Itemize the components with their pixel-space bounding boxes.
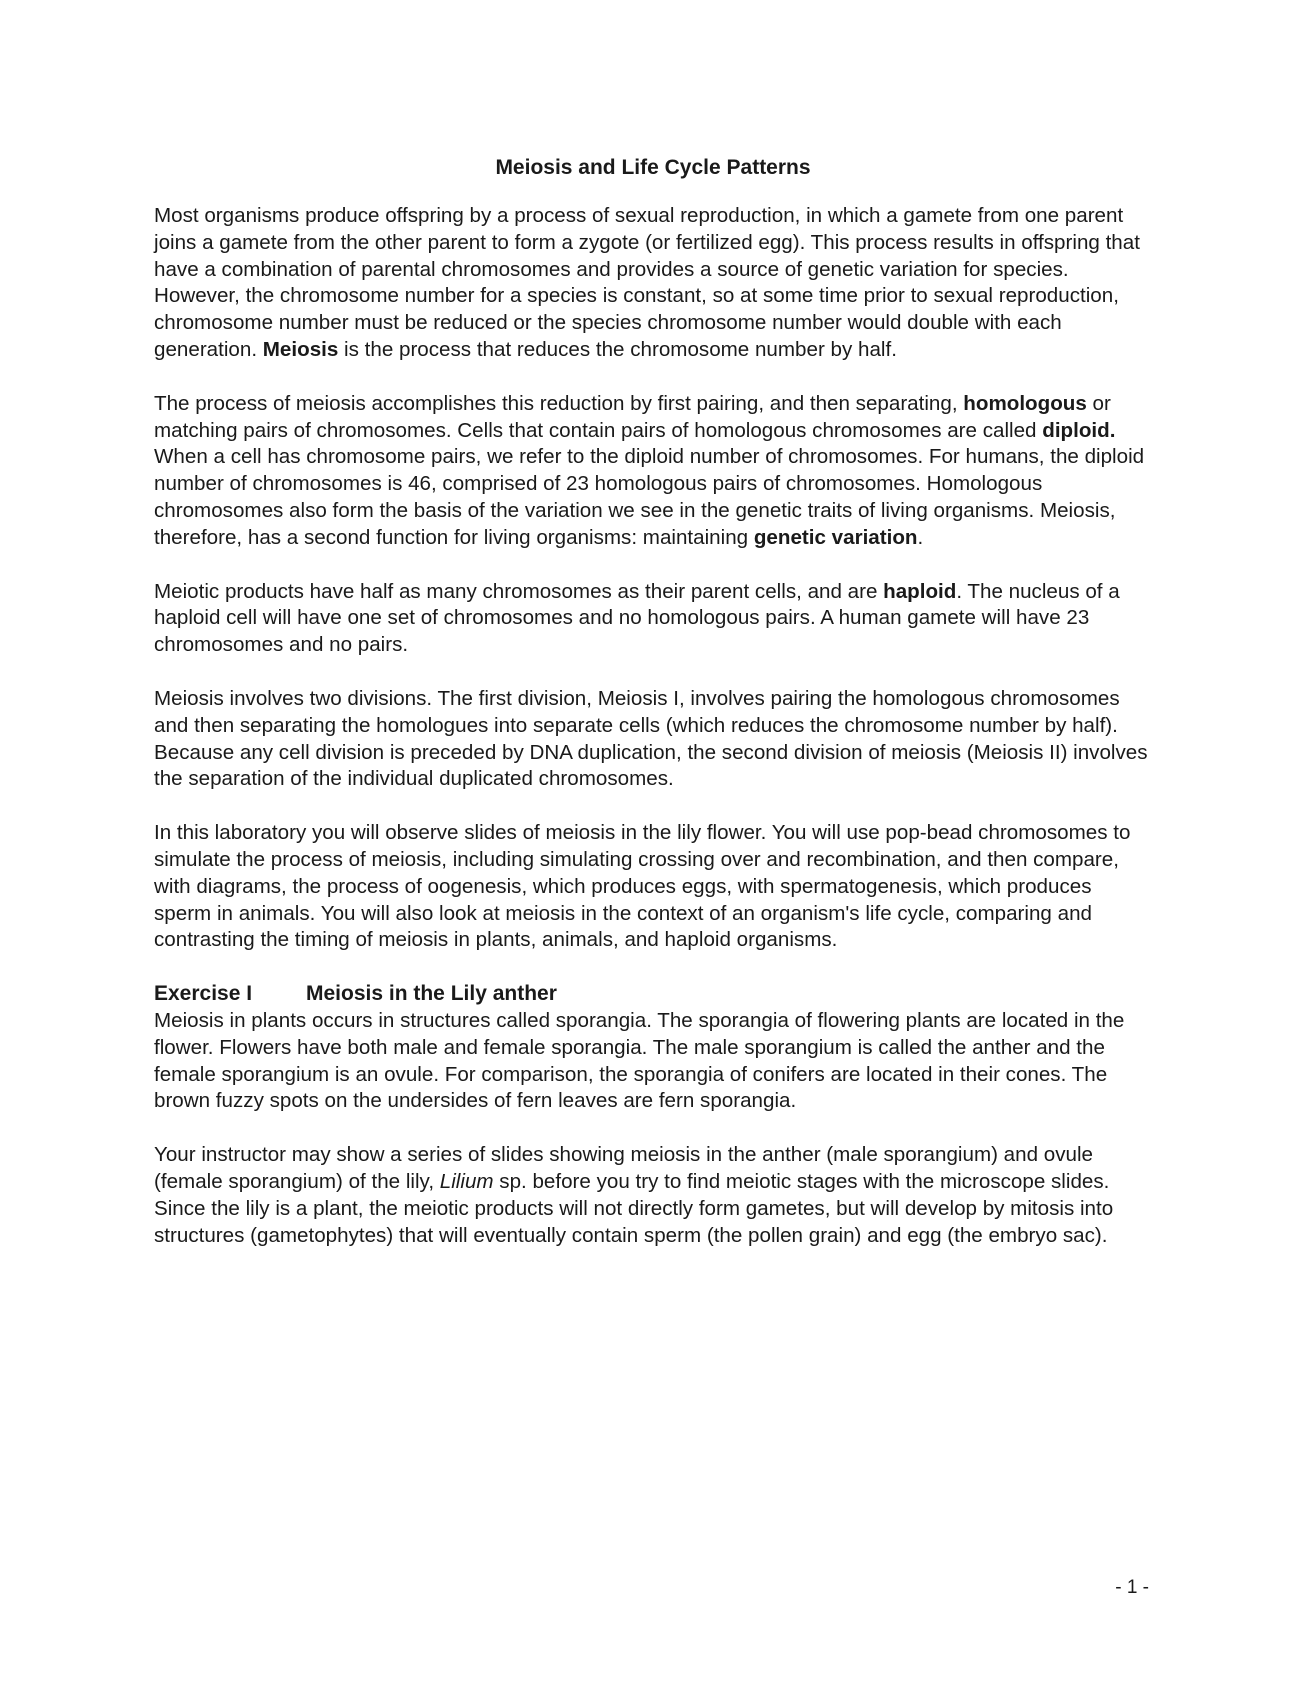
paragraph-intro	[154, 203, 1154, 364]
term-homologous: homologous	[963, 391, 1087, 415]
text-run: sp. before you try to find meiotic stages with the microscope slides. Since the lily is a plant, the meiotic products will not directly form gametes, but will develop by mitosis into structures (gametophytes) that will eventually contain sperm (the pollen grain) and egg (the embryo sac).	[154, 1169, 1114, 1247]
text-run: Your instructor may show a series of slides showing meiosis in the anther (male sporangium) and ovule (female sporangium) of the lily,	[154, 1143, 1093, 1193]
page-number: - 1 -	[1115, 1577, 1149, 1598]
document-body	[154, 203, 1154, 1249]
term-haploid: haploid	[883, 579, 957, 603]
text-run: Meiotic products have half as many chromosomes as their parent cells, and are	[154, 579, 884, 603]
exercise-number: Exercise I	[154, 982, 253, 1006]
term-meiosis: Meiosis	[262, 337, 339, 361]
page-title: Meiosis and Life Cycle Patterns	[495, 156, 811, 179]
paragraph-laboratory: In this laboratory you will observe slides of meiosis in the lily flower. You will use pop-bead chromosomes to simulate the process of meiosis, including simulating crossing over and recombination, and then compare, with diagrams, the process of oogenesis, which produces eggs, with spermatogenesis, which produces sperm in animals. You will also look at meiosis in the context of an organism's life cycle, comparing and contrasting the timing of meiosis in plants, animals, and haploid organisms.	[154, 821, 1131, 952]
term-lilium: Lilium	[439, 1169, 494, 1193]
paragraph-two-divisions: Meiosis involves two divisions. The first division, Meiosis I, involves pairing the homologous chromosomes and then separating the homologues into separate cells (which reduces the chromosome number by half). Because any cell division is preceded by DNA duplication, the second division of meiosis (Meiosis II) involves the separation of the individual duplicated chromosomes.	[154, 686, 1148, 791]
paragraph-lily-slides	[154, 1142, 1154, 1249]
paragraph-sporangia: Meiosis in plants occurs in structures called sporangia. The sporangia of flowering plants are located in the flower. Flowers have both male and female sporangia. The male sporangium is called the anther and the female sporangium is an ovule. For comparison, the sporangia of conifers are located in their cones. The brown fuzzy spots on the undersides of fern leaves are fern sporangia.	[154, 1008, 1125, 1113]
text-run: When a cell has chromosome pairs, we refer to the diploid number of chromosomes. For humans, the diploid number of chromosomes is 46, comprised of 23 homologous pairs of chromosomes. Homologous chromosomes also form the basis of the variation we see in the genetic traits of living organisms. Meiosis, therefore, has a second function for living organisms: maintaining	[154, 445, 1145, 549]
term-genetic-variation: genetic variation	[753, 525, 918, 549]
text-run: or matching pairs of chromosomes. Cells that contain pairs of homologous chromosomes are called	[154, 391, 1111, 442]
paragraph-haploid	[154, 579, 1154, 659]
text-run: . The nucleus of a haploid cell will have one set of chromosomes and no homologous pairs. A human gamete will have 23 chromosomes and no pairs.	[154, 579, 1120, 657]
text-run: .	[917, 525, 924, 549]
text-run: Most organisms produce offspring by a process of sexual reproduction, in which a gamete from one parent joins a gamete from the other parent to form a zygote (or fertilized egg). This process results in offspring that have a combination of parental chromosomes and provides a source of genetic variation for species. However, the chromosome number for a species is constant, so at some time prior to sexual reproduction, chromosome number must be reduced or the species chromosome number would double with each generation.	[154, 204, 1140, 361]
term-diploid: diploid.	[1042, 418, 1116, 442]
text-run: The process of meiosis accomplishes this reduction by first pairing, and then separating,	[154, 391, 964, 415]
paragraph-homologous	[154, 391, 1154, 552]
text-run: is the process that reduces the chromosome number by half.	[338, 337, 897, 361]
exercise-heading	[154, 981, 1154, 1008]
exercise-title: Meiosis in the Lily anther	[306, 982, 557, 1006]
